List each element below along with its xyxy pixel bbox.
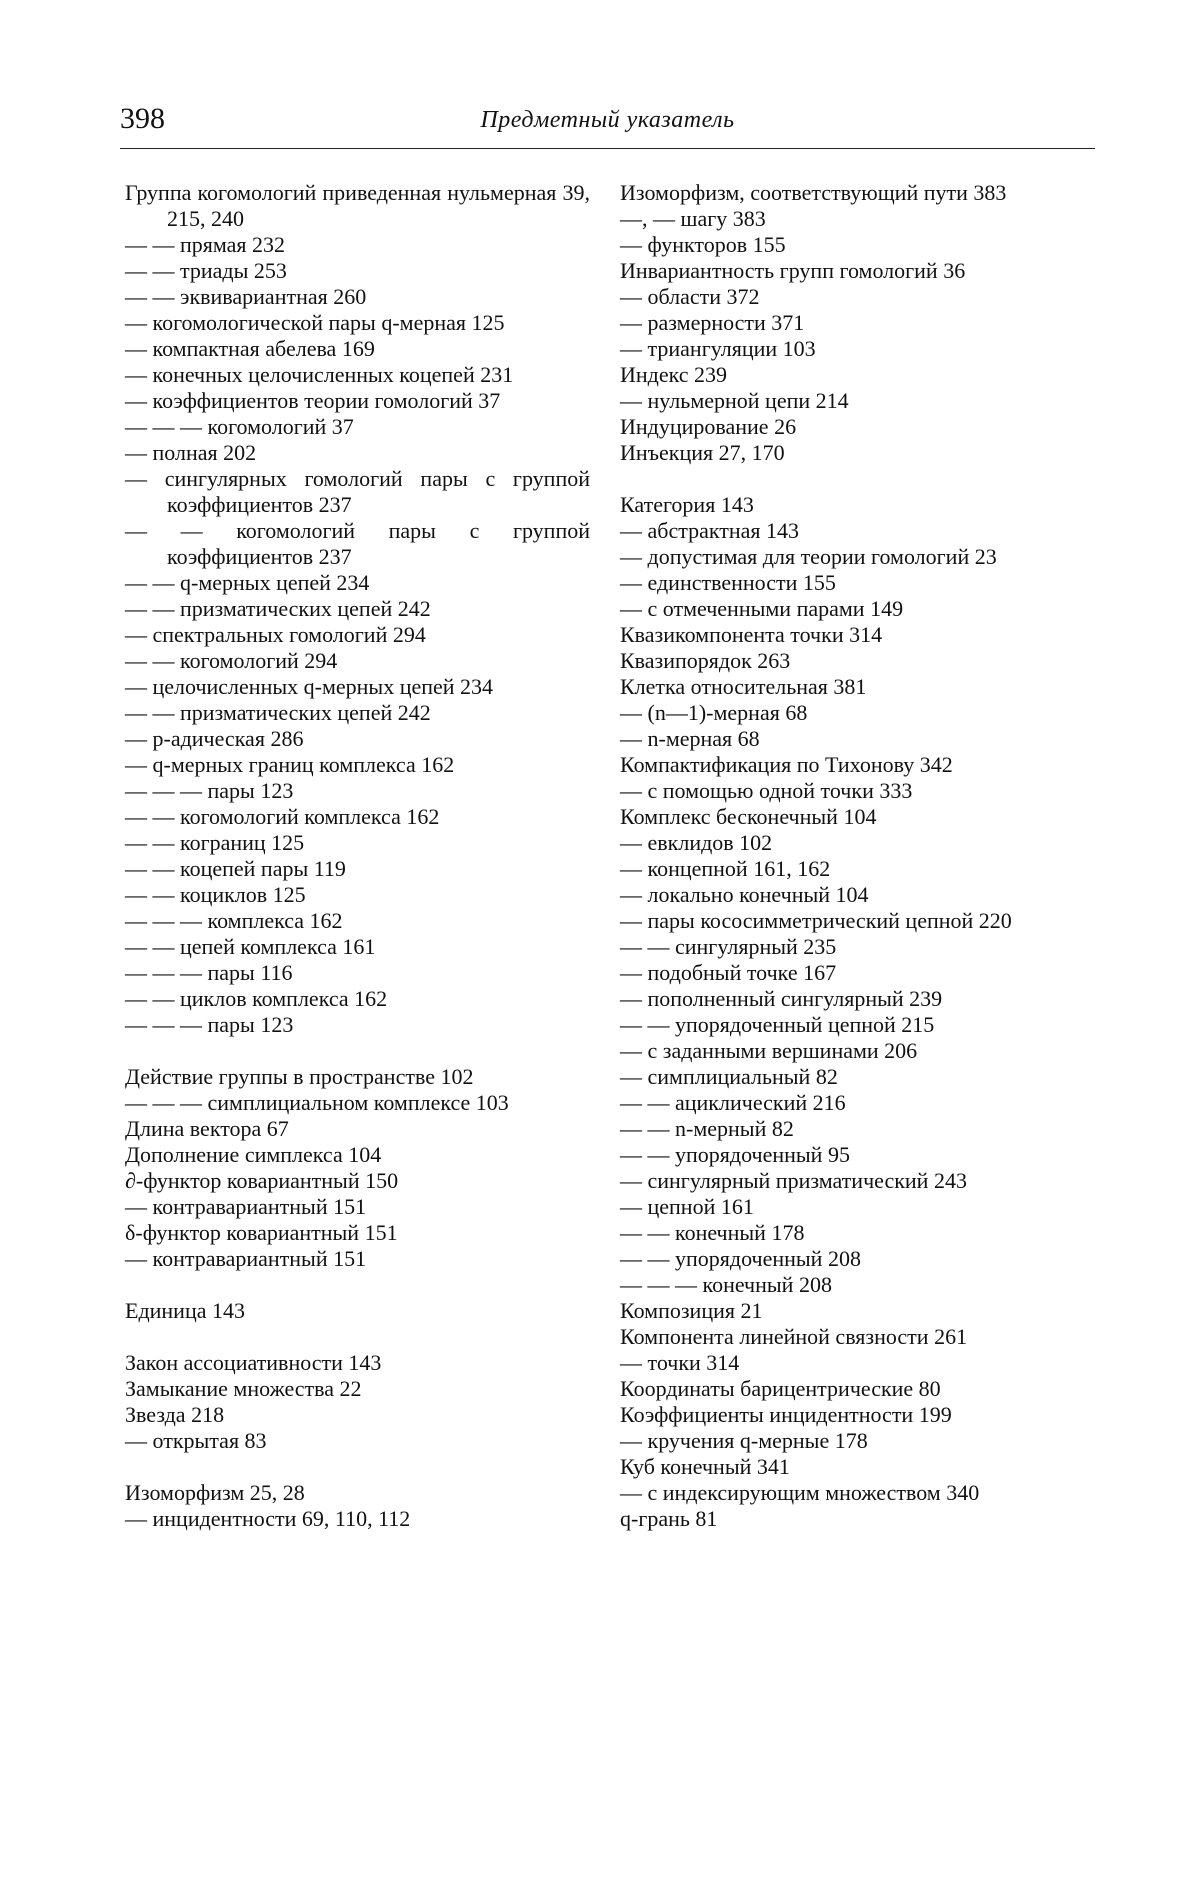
index-entry: — — когомологий пары с группой коэффициентов 237 [125, 518, 590, 569]
index-entry: — — триады 253 [125, 258, 287, 283]
index-entry: — функторов 155 [620, 232, 786, 257]
index-entry: Квазикомпонента точки 314 [620, 622, 883, 647]
index-entry: — — прямая 232 [125, 232, 286, 257]
index-entry: — коэффициентов теории гомологий 37 [125, 388, 501, 413]
index-entry: Компонента линейной связности 261 [620, 1324, 968, 1349]
index-entry: — — коцепей пары 119 [125, 856, 346, 881]
index-entry: Замыкание множества 22 [125, 1376, 362, 1401]
index-entry: — целочисленных q-мерных цепей 234 [125, 674, 494, 699]
index-column-right [620, 180, 1082, 1532]
index-entry: — симплициальный 82 [620, 1064, 838, 1089]
index-entry: — — — конечный 208 [620, 1272, 832, 1297]
index-entry: — открытая 83 [125, 1428, 267, 1453]
index-entry: — подобный точке 167 [620, 960, 837, 985]
index-entry: — — конечный 178 [620, 1220, 805, 1245]
index-entry: — цепной 161 [620, 1194, 754, 1219]
index-entry: — q-мерных границ комплекса 162 [125, 752, 455, 777]
index-entry: — — эквивариантная 260 [125, 284, 367, 309]
index-entry: Звезда 218 [125, 1402, 225, 1427]
index-entry: Индуцирование 26 [620, 414, 797, 439]
index-entry: — евклидов 102 [620, 830, 773, 855]
index-entry: — локально конечный 104 [620, 882, 869, 907]
index-entry: Длина вектора 67 [125, 1116, 289, 1141]
index-entry: Единица 143 [125, 1298, 245, 1323]
index-entry: — p-адическая 286 [125, 726, 304, 751]
index-entry: δ-функтор ковариантный 151 [125, 1220, 398, 1245]
index-entry: — — упорядоченный 208 [620, 1246, 861, 1271]
index-entry: — — упорядоченный 95 [620, 1142, 850, 1167]
index-entry: — n-мерная 68 [620, 726, 760, 751]
index-entry: — — — пары 123 [125, 778, 294, 803]
index-entry: — пары кососимметрический цепной 220 [620, 908, 1012, 933]
index-entry: — — — когомологий 37 [125, 414, 354, 439]
index-entry: — точки 314 [620, 1350, 740, 1375]
index-entry: — нульмерной цепи 214 [620, 388, 849, 413]
index-entry: — триангуляции 103 [620, 336, 816, 361]
index-entry: — с отмеченными парами 149 [620, 596, 904, 621]
index-entry: — кручения q-мерные 178 [620, 1428, 868, 1453]
index-entry: ∂-функтор ковариантный 150 [125, 1168, 399, 1193]
index-entry: — — кограниц 125 [125, 830, 305, 855]
index-entry: — когомологической пары q-мерная 125 [125, 310, 505, 335]
index-entry: — размерности 371 [620, 310, 805, 335]
index-entry: Клетка относительная 381 [620, 674, 867, 699]
index-entry: Категория 143 [620, 492, 754, 517]
page-header [120, 104, 1095, 144]
index-entry: — — коциклов 125 [125, 882, 306, 907]
index-entry: — — сингулярный 235 [620, 934, 837, 959]
index-entry: Коэффициенты инцидентности 199 [620, 1402, 952, 1427]
index-entry: Координаты барицентрические 80 [620, 1376, 941, 1401]
index-entry: — — — пары 116 [125, 960, 293, 985]
index-entry: — — когомологий 294 [125, 648, 338, 673]
index-entry: Компактификация по Тихонову 342 [620, 752, 953, 777]
index-entry: Действие группы в пространстве 102 [125, 1064, 474, 1089]
index-entry: — полная 202 [125, 440, 257, 465]
index-entry: Квазипорядок 263 [620, 648, 791, 673]
index-entry: — — упорядоченный цепной 215 [620, 1012, 935, 1037]
index-entry: — — — пары 123 [125, 1012, 294, 1037]
index-entry: q-грань 81 [620, 1506, 718, 1531]
index-entry: — единственности 155 [620, 570, 836, 595]
index-entry: — сингулярный призматический 243 [620, 1168, 967, 1193]
page-number: 398 [120, 102, 165, 135]
index-entry: — — призматических цепей 242 [125, 596, 431, 621]
index-entry: — контравариантный 151 [125, 1246, 367, 1271]
index-entry: — конечных целочисленных коцепей 231 [125, 362, 514, 387]
index-entry: — — n-мерный 82 [620, 1116, 794, 1141]
index-entry: Изоморфизм 25, 28 [125, 1480, 305, 1505]
index-entry: Инъекция 27, 170 [620, 440, 785, 465]
index-entry: — с заданными вершинами 206 [620, 1038, 918, 1063]
index-entry: — сингулярных гомологий пары с группой коэффициентов 237 [125, 466, 590, 517]
running-title: Предметный указатель [480, 107, 735, 133]
index-entry: — спектральных гомологий 294 [125, 622, 426, 647]
index-entry: — — цепей комплекса 161 [125, 934, 376, 959]
index-entry: — пополненный сингулярный 239 [620, 986, 943, 1011]
index-entry: — концепной 161, 162 [620, 856, 831, 881]
index-entry: — с индексирующим множеством 340 [620, 1480, 980, 1505]
index-entry: — области 372 [620, 284, 760, 309]
index-entry: —, — шагу 383 [620, 206, 766, 231]
index-entry: — — когомологий комплекса 162 [125, 804, 440, 829]
index-entry: Куб конечный 341 [620, 1454, 790, 1479]
index-entry: Инвариантность групп гомологий 36 [620, 258, 966, 283]
index-entry: — (n—1)-мерная 68 [620, 700, 808, 725]
index-entry: Группа когомологий приведенная нульмерная 39, 215, 240 [125, 180, 590, 231]
index-entry: — — q-мерных цепей 234 [125, 570, 370, 595]
index-column-left [125, 180, 590, 1532]
index-entry: — — — симплициальном комплексе 103 [125, 1090, 509, 1115]
index-entry: — — призматических цепей 242 [125, 700, 431, 725]
index-entry: Изоморфизм, соответствующий пути 383 [620, 180, 1007, 205]
index-entry: — допустимая для теории гомологий 23 [620, 544, 997, 569]
header-rule [120, 148, 1095, 149]
index-entry: Индекс 239 [620, 362, 728, 387]
index-entry: Комплекс бесконечный 104 [620, 804, 877, 829]
index-entry: — — — комплекса 162 [125, 908, 343, 933]
index-entry: — с помощью одной точки 333 [620, 778, 913, 803]
index-entry: — контравариантный 151 [125, 1194, 367, 1219]
index-entry: Закон ассоциативности 143 [125, 1350, 382, 1375]
index-entry: — — циклов комплекса 162 [125, 986, 388, 1011]
index-entry: — абстрактная 143 [620, 518, 800, 543]
index-entry: — компактная абелева 169 [125, 336, 375, 361]
index-entry: Композиция 21 [620, 1298, 763, 1323]
index-entry: Дополнение симплекса 104 [125, 1142, 382, 1167]
index-entry: — инцидентности 69, 110, 112 [125, 1506, 411, 1531]
index-entry: — — ациклический 216 [620, 1090, 846, 1115]
